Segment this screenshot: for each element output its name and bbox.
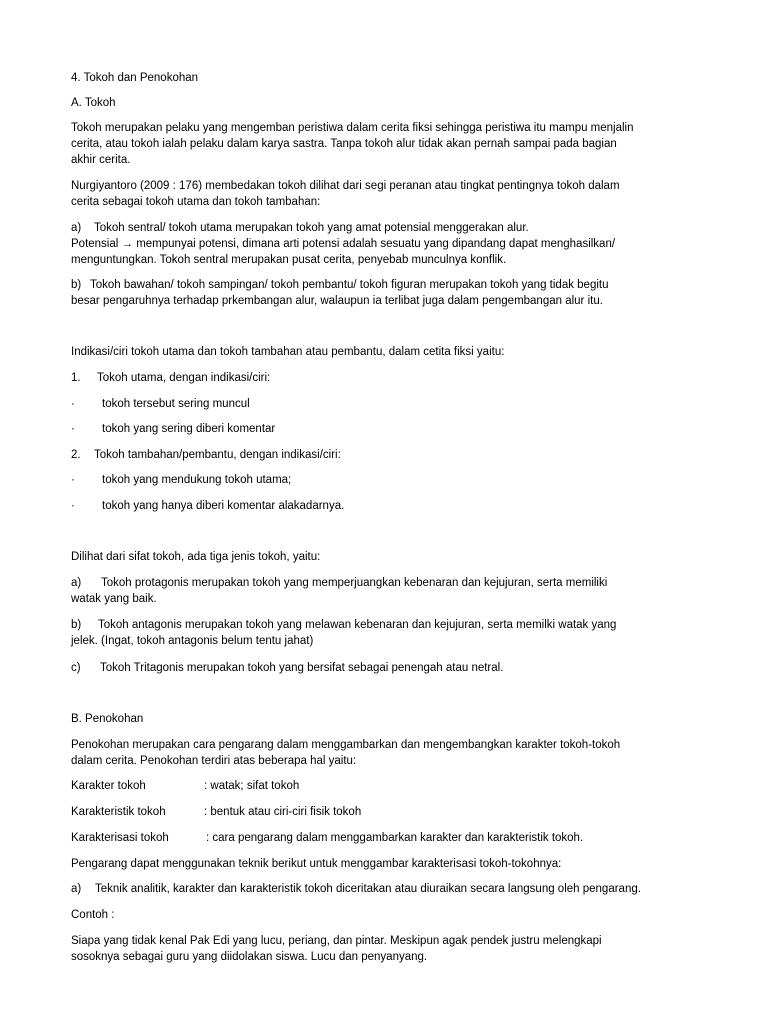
- text-line: cerita sebagai tokoh utama dan tokoh tambahan:: [71, 196, 321, 208]
- definition-term: Karakter tokoh: [71, 780, 146, 792]
- paragraph-tokoh-definition: [71, 120, 711, 168]
- text-line: Nurgiyantoro (2009 : 176) membedakan tokoh dilihat dari segi peranan atau tingkat pentingnya tokoh dalam: [71, 180, 620, 192]
- numbered-item-2: [71, 447, 711, 463]
- list-item-text: Tokoh utama, dengan indikasi/ciri:: [97, 372, 271, 384]
- text-line: akhir cerita.: [71, 154, 131, 166]
- list-marker: b): [71, 279, 82, 291]
- text-line: Siapa yang tidak kenal Pak Edi yang lucu, periang, dan pintar. Meskipun agak pendek justru melengkapi: [71, 935, 602, 947]
- subheading-a-tokoh: A. Tokoh: [71, 97, 116, 109]
- text-line: Potensial → mempunyai potensi, dimana arti potensi adalah sesuatu yang dipandang dapat menghasilkan/: [71, 238, 616, 250]
- list-marker: 1.: [71, 372, 81, 384]
- text-line: Tokoh merupakan pelaku yang mengemban peristiwa dalam cerita fiksi sehingga peristiwa itu mampu menjalin: [71, 122, 634, 134]
- bullet-item: [71, 421, 711, 437]
- numbered-item-1: [71, 370, 711, 386]
- list-marker: b): [71, 619, 82, 631]
- bullet-marker: ·: [71, 423, 75, 435]
- paragraph-nurgiyantoro: [71, 178, 711, 210]
- list-item-antagonis: [71, 617, 711, 649]
- text-line: dalam cerita. Penokohan terdiri atas beberapa hal yaitu:: [71, 755, 357, 767]
- definition-desc: : watak; sifat tokoh: [204, 780, 300, 792]
- list-item-tritagonis: [71, 660, 711, 676]
- paragraph-sifat-tokoh: Dilihat dari sifat tokoh, ada tiga jenis tokoh, yaitu:: [71, 551, 321, 563]
- text-line: cerita, atau tokoh ialah pelaku dalam karya sastra. Tanpa tokoh alur tidak akan pernah sampai pada bagian: [71, 138, 617, 150]
- text-line: sosoknya sebagai guru yang diidolakan siswa. Lucu dan penyanyang.: [71, 951, 428, 963]
- paragraph-contoh: [71, 933, 711, 965]
- text-line: watak yang baik.: [71, 593, 157, 605]
- bullet-text: tokoh yang hanya diberi komentar alakadarnya.: [102, 500, 345, 512]
- definition-karakteristik-tokoh: [71, 804, 711, 820]
- list-item-protagonis: [71, 575, 711, 607]
- bullet-marker: ·: [71, 500, 75, 512]
- bullet-text: tokoh yang sering diberi komentar: [102, 423, 276, 435]
- list-item-text: Tokoh bawahan/ tokoh sampingan/ tokoh pembantu/ tokoh figuran merupakan tokoh yang tidak begitu: [90, 279, 609, 291]
- subheading-b-penokohan: B. Penokohan: [71, 713, 144, 725]
- text-line: menguntungkan. Tokoh sentral merupakan pusat cerita, penyebab munculnya konflik.: [71, 254, 507, 266]
- list-item-text: Teknik analitik, karakter dan karakteristik tokoh diceritakan atau diuraikan secara langsung oleh pengarang.: [95, 883, 641, 895]
- bullet-text: tokoh tersebut sering muncul: [102, 398, 250, 410]
- bullet-item: [71, 396, 711, 412]
- bullet-marker: ·: [71, 398, 75, 410]
- section-heading-4: 4. Tokoh dan Penokohan: [71, 72, 199, 84]
- list-item-teknik-analitik: [71, 881, 711, 897]
- definition-term: Karakteristik tokoh: [71, 806, 166, 818]
- paragraph-teknik: Pengarang dapat menggunakan teknik berikut untuk menggambar karakterisasi tokoh-tokohnya:: [71, 858, 562, 870]
- text-line: Penokohan merupakan cara pengarang dalam menggambarkan dan mengembangkan karakter tokoh-tokoh: [71, 739, 621, 751]
- list-marker: a): [71, 577, 82, 589]
- bullet-item: [71, 498, 711, 514]
- list-item-text: Tokoh sentral/ tokoh utama merupakan tokoh yang amat potensial menggerakan alur.: [94, 222, 529, 234]
- definition-desc: : cara pengarang dalam menggambarkan karakter dan karakteristik tokoh.: [206, 832, 584, 844]
- list-item-text: Tokoh antagonis merupakan tokoh yang melawan kebenaran dan kejujuran, serta memilki watak yang: [98, 619, 617, 631]
- list-item-a-tokoh-sentral: [71, 220, 711, 268]
- list-marker: a): [71, 222, 82, 234]
- definition-term: Karakterisasi tokoh: [71, 832, 169, 844]
- paragraph-indikasi: Indikasi/ciri tokoh utama dan tokoh tambahan atau pembantu, dalam cetita fiksi yaitu:: [71, 346, 505, 358]
- list-marker: a): [71, 883, 82, 895]
- bullet-text: tokoh yang mendukung tokoh utama;: [102, 474, 292, 486]
- text-line: jelek. (Ingat, tokoh antagonis belum tentu jahat): [71, 635, 314, 647]
- contoh-label: Contoh :: [71, 909, 115, 921]
- definition-desc: : bentuk atau ciri-ciri fisik tokoh: [204, 806, 362, 818]
- list-item-b-tokoh-bawahan: [71, 277, 711, 309]
- list-marker: c): [71, 662, 81, 674]
- list-item-text: Tokoh Tritagonis merupakan tokoh yang bersifat sebagai penengah atau netral.: [100, 662, 504, 674]
- definition-karakterisasi-tokoh: [71, 830, 711, 846]
- paragraph-penokohan: [71, 737, 711, 769]
- bullet-item: [71, 472, 711, 488]
- list-marker: 2.: [71, 449, 81, 461]
- text-line: besar pengaruhnya terhadap prkembangan alur, walaupun ia terlibat juga dalam pengembangan alur itu.: [71, 295, 603, 307]
- list-item-text: Tokoh tambahan/pembantu, dengan indikasi/ciri:: [94, 449, 341, 461]
- definition-karakter-tokoh: [71, 778, 711, 794]
- list-item-text: Tokoh protagonis merupakan tokoh yang memperjuangkan kebenaran dan kejujuran, serta memiliki: [101, 577, 608, 589]
- bullet-marker: ·: [71, 474, 75, 486]
